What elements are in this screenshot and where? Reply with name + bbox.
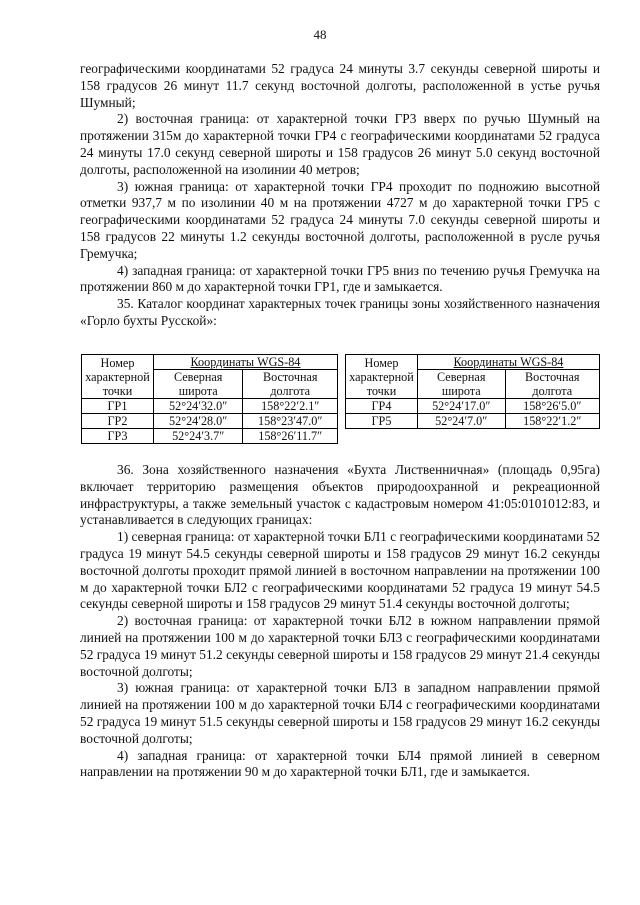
cell-point: ГР4: [346, 399, 418, 414]
coordinates-table-right: [345, 354, 600, 429]
cell-lat: 52°24′17.0″: [417, 399, 505, 414]
header-lon: Восточная долгота: [505, 370, 599, 399]
coordinates-table-left: [81, 354, 338, 444]
cell-lon: 158°26′11.7″: [243, 429, 338, 444]
cell-lat: 52°24′7.0″: [417, 414, 505, 429]
header-point: Номер характерной точки: [346, 355, 418, 399]
paragraph: 2) восточная граница: от характерной точки БЛ2 в южном направлении прямой линией на протяжении 100 м до характерной точки БЛ3 с географическими координатами 52 градуса 19 минут 51.2 секунды северной широты и 158 градусов 29 минут 21.4 секунды восточной долготы;: [80, 613, 600, 679]
bottom-text-block: [80, 462, 600, 781]
page-number: 48: [313, 27, 327, 42]
paragraph: 4) западная граница: от характерной точки ГР5 вниз по течению ручья Гремучка на протяжении 860 м до характерной точки ГР1, где и замыкается.: [80, 262, 600, 295]
header-lat: Северная широта: [153, 370, 243, 399]
table-row: [82, 429, 338, 444]
paragraph: 35. Каталог координат характерных точек границы зоны хозяйственного назначения «Горло бухты Русской»:: [80, 296, 600, 328]
header-lon: Восточная долгота: [243, 370, 338, 399]
cell-point: ГР1: [82, 399, 154, 414]
cell-lat: 52°24′28.0″: [153, 414, 243, 429]
cell-lon: 158°22′1.2″: [505, 414, 599, 429]
paragraph: 4) западная граница: от характерной точки БЛ4 прямой линией в северном направлении на протяжении 90 м до характерной точки БЛ1, где и замыкается.: [80, 747, 600, 780]
cell-lon: 158°26′5.0″: [505, 399, 599, 414]
header-lat: Северная широта: [417, 370, 505, 399]
cell-lon: 158°22′2.1″: [243, 399, 338, 414]
paragraph: 3) южная граница: от характерной точки БЛ3 в западном направлении прямой линией на протяжении 100 м до характерной точки БЛ4 с географическими координатами 52 градуса 19 минут 51.5 секунды северной широты и 158 градусов 29 минут 16.2 секунды восточной долготы;: [80, 680, 600, 746]
paragraph: 3) южная граница: от характерной точки ГР4 проходит по подножию высотной отметки 937,7 м по изолинии 40 м на протяжении 4727 м до характерной точки ГР5 с географическими координатами 52 градуса 24 минуты 7.0 секунды северной широты и 158 градусов 22 минуты 1.2 секунды восточной долготы, расположенной в русле ручья Гремучка;: [80, 178, 600, 261]
top-text-block: [80, 61, 600, 330]
header-coords: Координаты WGS-84: [153, 355, 337, 370]
cell-lon: 158°23′47.0″: [243, 414, 338, 429]
header-coords: Координаты WGS-84: [417, 355, 599, 370]
paragraph: 2) восточная граница: от характерной точки ГР3 вверх по ручью Шумный на протяжении 315м до характерной точки ГР4 с географическими координатами 52 градуса 24 минуты 17.0 секунд северной широты и 158 градусов 26 минут 5.0 секунд восточной долготы, расположенной на изолинии 40 метров;: [80, 111, 600, 177]
table-row: [346, 399, 600, 414]
paragraph: 1) северная граница: от характерной точки БЛ1 с географическими координатами 52 градуса 19 минут 54.5 секунды северной широты и 158 градусов 29 минут 16.2 секунды восточной долготы проходит прямой линией в восточном направлении на протяжении 100 м до характерной точки БЛ2 с географическими координатами 52 градуса 19 минут 54.5 секунды северной широты и 158 градусов 29 минут 51.4 секунды восточной долготы;: [80, 529, 600, 612]
cell-point: ГР3: [82, 429, 154, 444]
table-row: [82, 414, 338, 429]
header-point: Номер характерной точки: [82, 355, 154, 399]
cell-lat: 52°24′3.7″: [153, 429, 243, 444]
table-row: [82, 399, 338, 414]
cell-point: ГР5: [346, 414, 418, 429]
table-row: [346, 414, 600, 429]
cell-lat: 52°24′32.0″: [153, 399, 243, 414]
paragraph: 36. Зона хозяйственного назначения «Бухта Лиственничная» (площадь 0,95га) включает территорию размещения объектов природоохранной и рекреационной инфраструктуры, а также земельный участок с кадастровым номером 41:05:0101012:83, и устанавливается в следующих границах:: [80, 462, 600, 528]
cell-point: ГР2: [82, 414, 154, 429]
paragraph: географическими координатами 52 градуса 24 минуты 3.7 секунды северной широты и 158 градусов 26 минут 11.7 секунд восточной долготы, расположенной в устье ручья Шумный;: [80, 61, 600, 110]
